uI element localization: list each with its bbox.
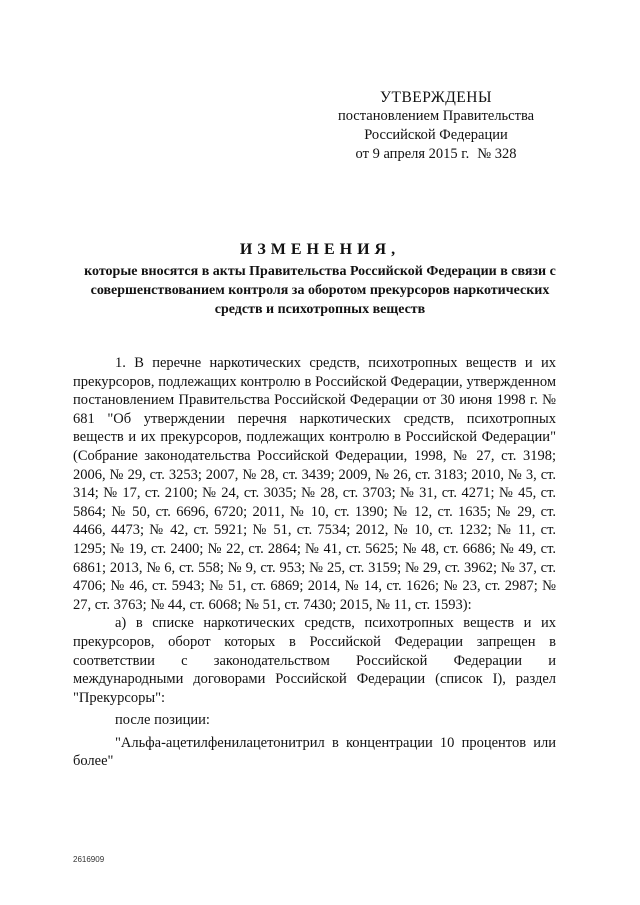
document-title: ИЗМЕНЕНИЯ, <box>239 241 401 258</box>
paragraph-3: после позиции: <box>115 712 210 729</box>
document-subtitle: которые вносятся в акты Правительства Российской Федерации в связи с совершенствованием контроля за оборотом прекурсоров наркотических средств и психотропных веществ <box>84 264 556 317</box>
approval-line-1: постановлением Правительства <box>337 108 535 124</box>
document-body <box>73 354 556 771</box>
paragraph-1: 1. В перечне наркотических средств, психотропных веществ и их прекурсоров, подлежащих контролю в Российской Федерации, утвержденном постановлением Правительства Российской Федерации от 30 июня 1998 г. № 681 "Об утверждении перечня наркотических средств, психотропных веществ и их прекурсоров, подлежащих контролю в Российской Федерации" (Собрание законодательства Российской Федерации, 1998, № 27, ст. 3198; 2006, № 29, ст. 3253; 2007, № 28, ст. 3439; 2009, № 26, ст. 3183; 2010, № 3, ст. 314; № 17, ст. 2100; № 24, ст. 3035; № 28, ст. 3703; № 31, ст. 4271; № 45, ст. 5864; № 50, ст. 6696, 6720; 2011, № 10, ст. 1390; № 12, ст. 1635; № 29, ст. 4466, 4473; № 42, ст. 5921; № 51, ст. 7534; 2012, № 10, ст. 1232; № 11, ст. 1295; № 19, ст. 2400; № 22, ст. 2864; № 41, ст. 5625; № 48, ст. 6686; № 49, ст. 6861; 2013, № 6, ст. 558; № 9, ст. 953; № 25, ст. 3159; № 29, ст. 3962; № 37, ст. 4706; № 46, ст. 5943; № 51, ст. 6869; 2014, № 14, ст. 1626; № 23, ст. 2987; № 27, ст. 3763; № 44, ст. 6068; № 51, ст. 7430; 2015, № 11, ст. 1593): <box>73 355 556 613</box>
paragraph-4: "Альфа-ацетилфенилацетонитрил в концентрации 10 процентов или более" <box>73 734 556 770</box>
document-id: 2616909 <box>73 855 105 864</box>
approval-stamp: УТВЕРЖДЕНЫ <box>380 89 492 106</box>
approval-date-line <box>336 145 536 164</box>
approval-number: № 328 <box>477 146 517 162</box>
approval-block <box>336 88 536 164</box>
approval-line-2: Российской Федерации <box>364 127 508 143</box>
paragraph-2: а) в списке наркотических средств, психотропных веществ и их прекурсоров, оборот которых в Российской Федерации запрещен в соответствии с законодательством Российской Федерации и международными договорами Российской Федерации (список I), раздел "Прекурсоры": <box>73 615 556 706</box>
approval-date: от 9 апреля 2015 г. <box>355 146 470 162</box>
